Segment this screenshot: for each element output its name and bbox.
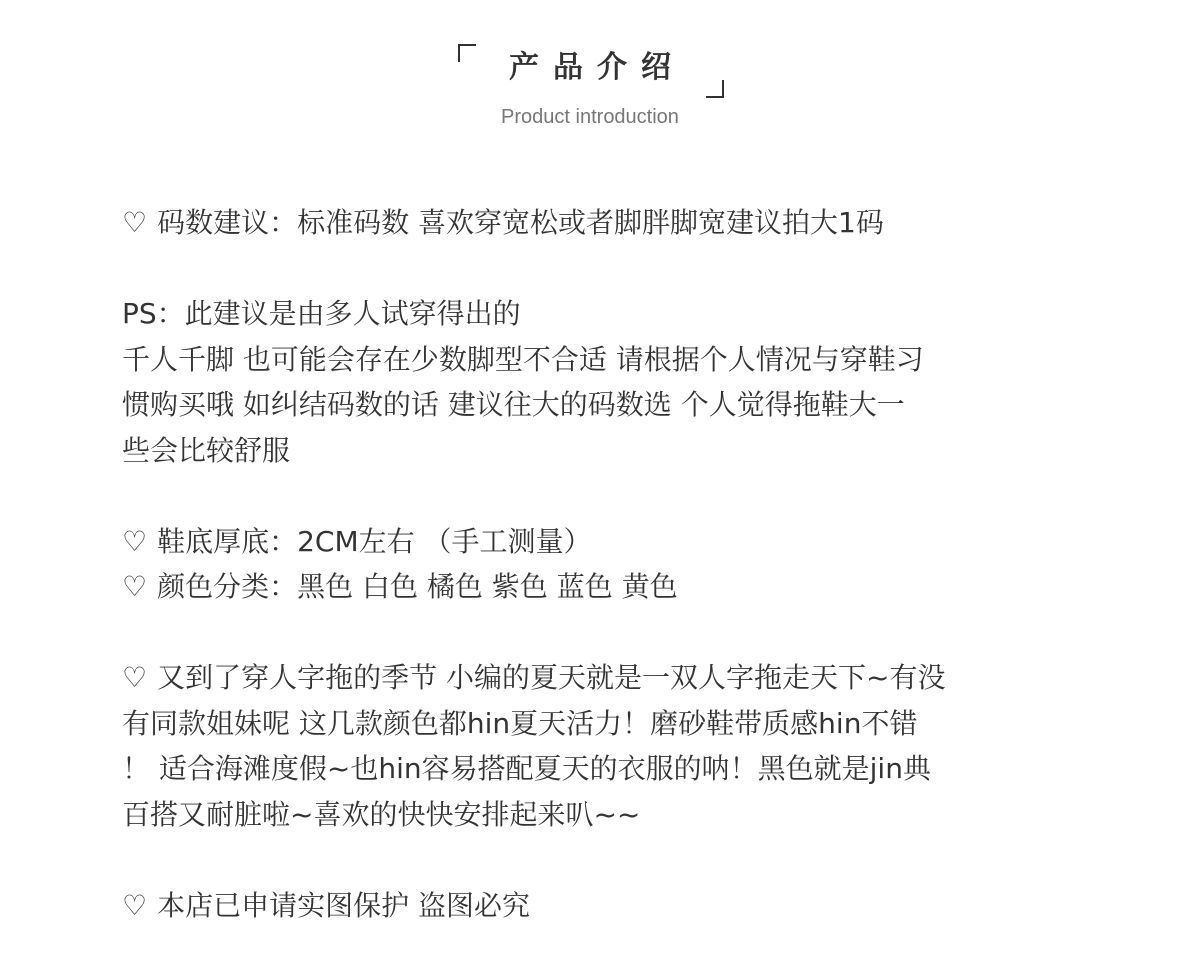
heart-icon: ♡ xyxy=(122,570,148,603)
spacer xyxy=(122,246,1122,292)
section-subtitle: Product introduction xyxy=(501,106,679,128)
heart-icon: ♡ xyxy=(122,524,148,558)
sole-thickness-line xyxy=(122,519,1122,565)
sole-thickness-text: 鞋底厚底：2CM左右 （手工测量） xyxy=(157,524,592,558)
promo-text: 又到了穿人字拖的季节 小编的夏天就是一双人字拖走天下~有没 xyxy=(157,661,946,694)
promo-line: 有同款姐妹呢 这几款颜色都hin夏天活力！磨砂鞋带质感hin不错 xyxy=(122,706,918,740)
color-options-line xyxy=(122,564,1122,610)
ps-line: PS：此建议是由多人试穿得出的 xyxy=(122,297,521,330)
heart-icon: ♡ xyxy=(122,206,148,239)
ps-line: 千人千脚 也可能会存在少数脚型不合适 请根据个人情况与穿鞋习 xyxy=(122,342,924,376)
promo-line: 百搭又耐脏啦~喜欢的快快安排起来叭~~ xyxy=(122,797,641,831)
corner-bracket-close-icon xyxy=(706,80,724,98)
spacer xyxy=(122,610,1122,656)
copyright-notice-text: 本店已申请实图保护 盗图必究 xyxy=(157,888,531,922)
ps-line: 些会比较舒服 xyxy=(122,433,291,467)
corner-bracket-open-icon xyxy=(458,44,476,62)
promo-line: ！ 适合海滩度假~也hin容易搭配夏天的衣服的呐！黑色就是jin典 xyxy=(122,752,931,785)
spacer xyxy=(122,473,1122,519)
heart-icon: ♡ xyxy=(122,888,148,922)
size-advice-text: 码数建议：标准码数 喜欢穿宽松或者脚胖脚宽建议拍大1码 xyxy=(157,206,884,239)
color-options-text: 颜色分类：黑色 白色 橘色 紫色 蓝色 黄色 xyxy=(157,570,678,603)
heart-icon: ♡ xyxy=(122,661,148,694)
product-description xyxy=(122,200,1122,928)
section-title: 产品介绍 xyxy=(509,50,685,85)
copyright-notice-line xyxy=(122,883,1122,929)
ps-line: 惯购买哦 如纠结码数的话 建议往大的码数选 个人觉得拖鞋大一 xyxy=(122,388,905,421)
promo-line xyxy=(122,655,1122,701)
section-header xyxy=(0,0,1200,140)
size-advice-line xyxy=(122,200,1122,246)
spacer xyxy=(122,837,1122,883)
